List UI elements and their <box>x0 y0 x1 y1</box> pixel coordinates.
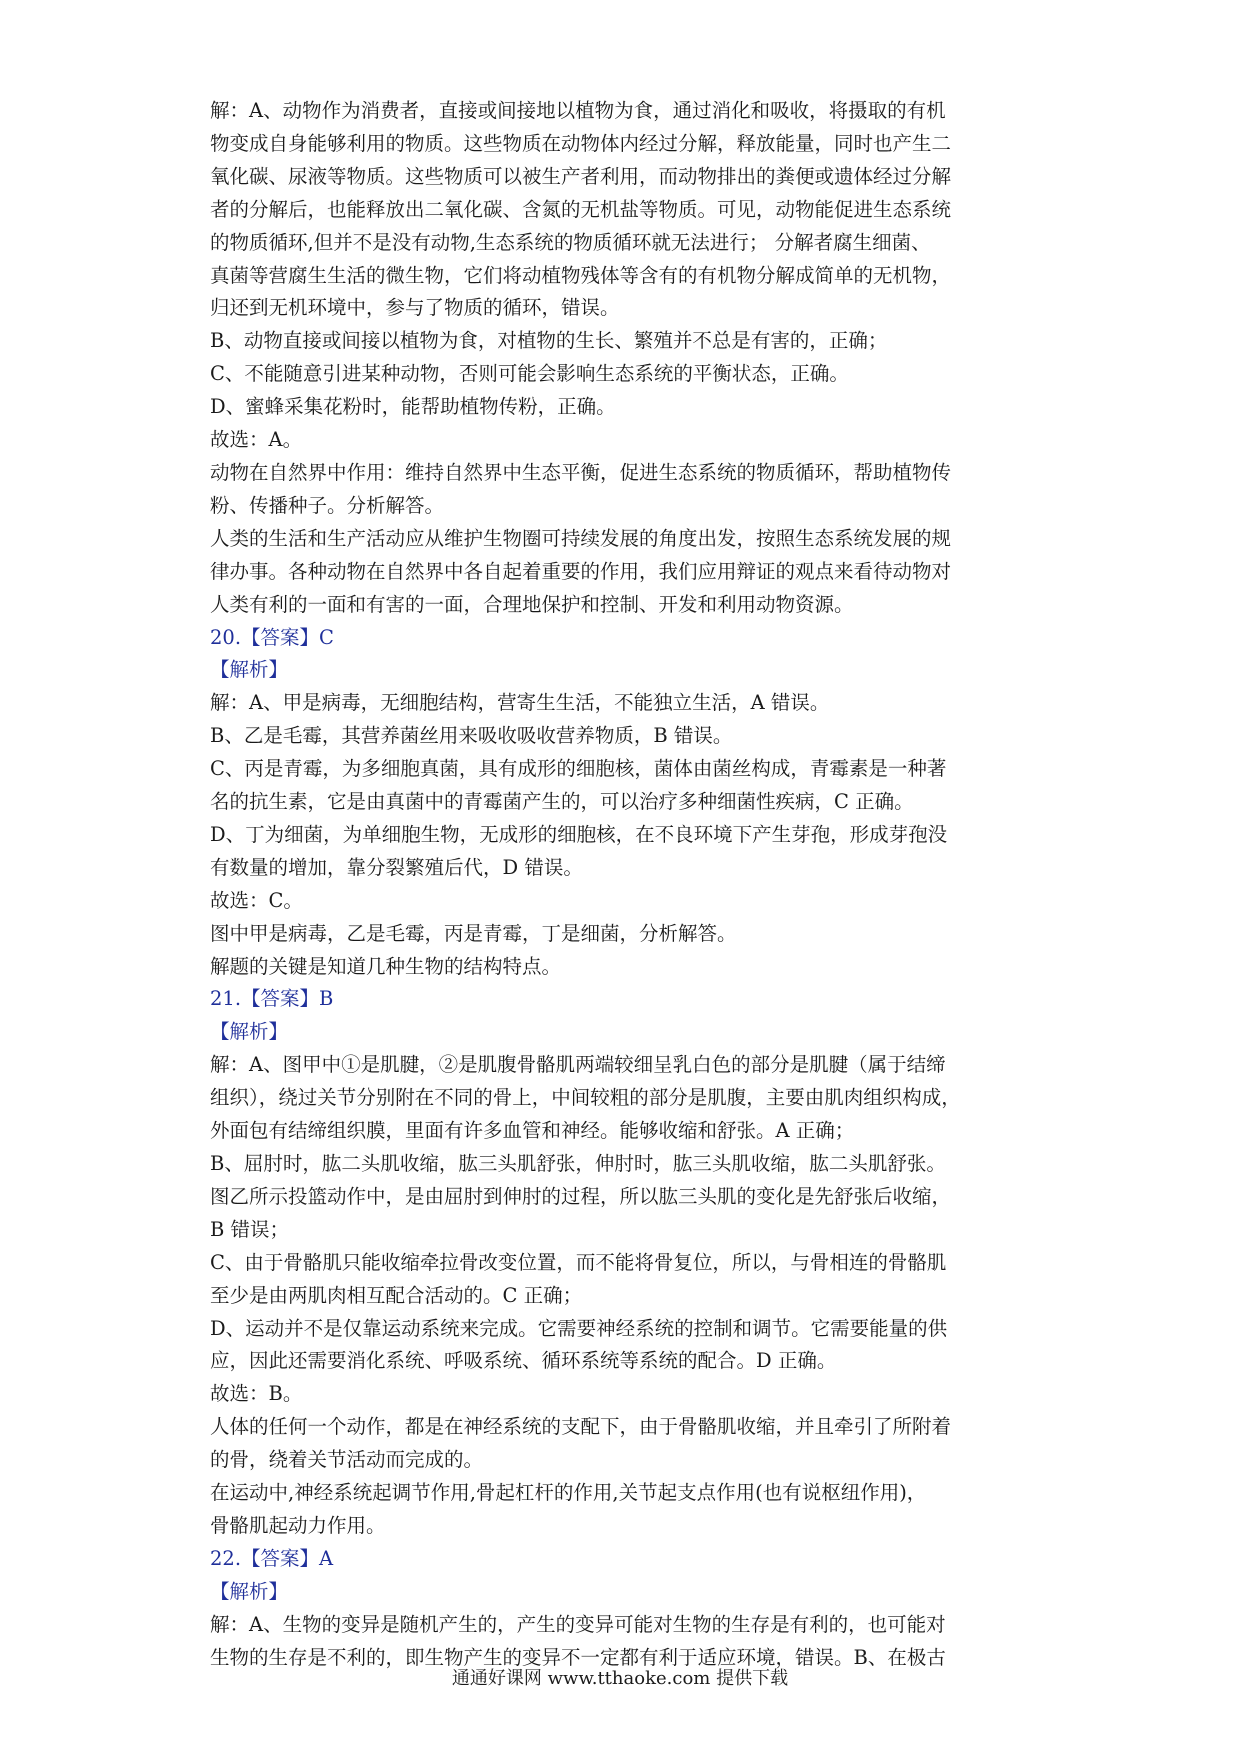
text-line: 至少是由两肌肉相互配合活动的。C 正确； <box>210 1283 583 1307</box>
text-line: 真菌等营腐生生活的微生物，它们将动植物残体等含有的有机物分解成简单的无机物， <box>210 263 952 287</box>
page-footer: 通通好课网 www.tthaoke.com 提供下载 <box>451 1668 789 1689</box>
text-line: 的骨，绕着关节活动而完成的。 <box>210 1448 484 1472</box>
answer-heading-line: 21.【答案】B <box>210 987 334 1011</box>
text-line: C、丙是青霉，为多细胞真菌，具有成形的细胞核，菌体由菌丝构成，青霉素是一种著 <box>210 757 947 781</box>
text-line: 人类有利的一面和有害的一面，合理地保护和控制、开发和利用动物资源。 <box>210 592 854 616</box>
answer-heading-line: 【解析】 <box>210 658 289 682</box>
text-line: D、蜜蜂采集花粉时，能帮助植物传粉，正确。 <box>210 395 616 419</box>
text-line: 者的分解后，也能释放出二氧化碳、含氮的无机盐等物质。可见，动物能促进生态系统 <box>210 197 952 221</box>
answer-heading-line: 【解析】 <box>210 1020 289 1044</box>
text-line: 粉、传播种子。分析解答。 <box>210 493 445 517</box>
text-line: 有数量的增加，靠分裂繁殖后代，D 错误。 <box>210 855 583 879</box>
text-line: 在运动中,神经系统起调节作用,骨起杠杆的作用,关节起支点作用(也有说枢纽作用)， <box>210 1481 927 1505</box>
text-line: B、乙是毛霉，其营养菌丝用来吸收吸收营养物质，B 错误。 <box>210 724 733 748</box>
answer-heading-line: 20.【答案】C <box>210 625 334 649</box>
text-line: 律办事。各种动物在自然界中各自起着重要的作用，我们应用辩证的观点来看待动物对 <box>210 559 952 583</box>
text-line: 人类的生活和生产活动应从维护生物圈可持续发展的角度出发，按照生态系统发展的规 <box>210 526 952 550</box>
text-line: 骨骼肌起动力作用。 <box>210 1513 386 1537</box>
text-line: 故选：B。 <box>210 1382 303 1406</box>
text-line: 解题的关键是知道几种生物的结构特点。 <box>210 954 562 978</box>
text-line: 图中甲是病毒，乙是毛霉，丙是青霉，丁是细菌，分析解答。 <box>210 921 737 945</box>
text-line: 故选：C。 <box>210 888 303 912</box>
text-line: 物变成自身能够利用的物质。这些物质在动物体内经过分解，释放能量，同时也产生二 <box>210 131 952 155</box>
answer-heading-line: 【解析】 <box>210 1579 289 1603</box>
text-line: C、不能随意引进某种动物，否则可能会影响生态系统的平衡状态，正确。 <box>210 362 849 386</box>
text-line: 组织），绕过关节分别附在不同的骨上，中间较粗的部分是肌腹，主要由肌肉组织构成， <box>210 1086 961 1110</box>
text-line: 解：A、动物作为消费者，直接或间接地以植物为食，通过消化和吸收，将摄取的有机 <box>210 99 946 122</box>
text-line: 人体的任何一个动作，都是在神经系统的支配下，由于骨骼肌收缩，并且牵引了所附着 <box>210 1415 952 1439</box>
text-line: 氧化碳、尿液等物质。这些物质可以被生产者利用，而动物排出的粪便或遗体经过分解 <box>210 164 952 188</box>
answer-heading-line: 22.【答案】A <box>210 1546 334 1570</box>
text-line: 解：A、图甲中①是肌腱，②是肌腹骨骼肌两端较细呈乳白色的部分是肌腱（属于结缔 <box>210 1053 946 1077</box>
text-line: D、丁为细菌，为单细胞生物，无成形的细胞核，在不良环境下产生芽孢，形成芽孢没 <box>210 822 948 846</box>
text-line: 动物在自然界中作用：维持自然界中生态平衡，促进生态系统的物质循环，帮助植物传 <box>210 460 952 484</box>
text-line: 图乙所示投篮动作中，是由屈肘到伸肘的过程，所以肱三头肌的变化是先舒张后收缩， <box>210 1184 952 1208</box>
text-line: 解：A、生物的变异是随机产生的，产生的变异可能对生物的生存是有利的，也可能对 <box>210 1612 946 1636</box>
text-line: B 错误； <box>210 1217 290 1241</box>
text-line: D、运动并不是仅靠运动系统来完成。它需要神经系统的控制和调节。它需要能量的供 <box>210 1316 948 1340</box>
text-line: 故选：A。 <box>210 428 303 452</box>
text-line: 外面包有结缔组织膜，里面有许多血管和神经。能够收缩和舒张。A 正确； <box>210 1119 855 1143</box>
text-line: C、由于骨骼肌只能收缩牵拉骨改变位置，而不能将骨复位，所以，与骨相连的骨骼肌 <box>210 1250 947 1274</box>
text-line: 归还到无机环境中，参与了物质的循环，错误。 <box>210 296 620 320</box>
text-line: 解：A、甲是病毒，无细胞结构，营寄生生活，不能独立生活，A 错误。 <box>210 691 830 715</box>
text-line: 应，因此还需要消化系统、呼吸系统、循环系统等系统的配合。D 正确。 <box>210 1349 837 1373</box>
document-body <box>210 95 1040 1675</box>
text-line: B、屈肘时，肱二头肌收缩，肱三头肌舒张，伸肘时，肱三头肌收缩，肱二头肌舒张。 <box>210 1152 946 1175</box>
text-line: 名的抗生素，它是由真菌中的青霉菌产生的，可以治疗多种细菌性疾病，C 正确。 <box>210 790 914 814</box>
text-line: 的物质循环,但并不是没有动物,生态系统的物质循环就无法进行； 分解者腐生细菌、 <box>210 230 931 254</box>
text-line: B、动物直接或间接以植物为食，对植物的生长、繁殖并不总是有害的，正确； <box>210 329 888 353</box>
text-line: 生物的生存是不利的，即生物产生的变异不一定都有利于适应环境，错误。B、在极古 <box>210 1645 946 1669</box>
